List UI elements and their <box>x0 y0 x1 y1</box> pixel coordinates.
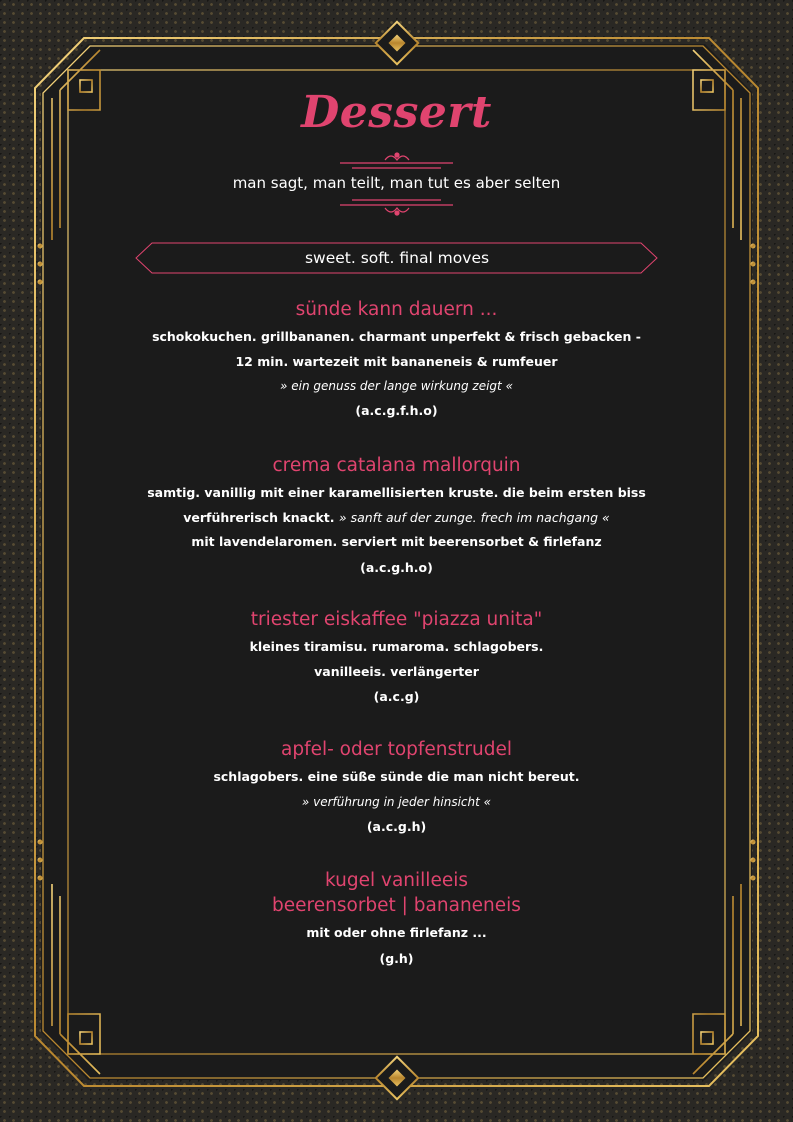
item-allergens: (a.c.g.h) <box>366 818 427 834</box>
menu-tagline: man sagt, man teilt, man tut es aber selten <box>232 174 561 192</box>
item-description: schlagobers. eine süße sünde die man nicht bereut. <box>213 769 580 784</box>
menu-item <box>90 737 703 840</box>
item-name: sünde kann dauern ... <box>295 299 498 320</box>
menu-content <box>90 70 703 1030</box>
item-description: vanilleeis. verlängerter <box>314 663 479 679</box>
menu-item <box>90 607 703 710</box>
item-description: kleines tiramisu. rumaroma. schlagobers. <box>249 639 544 654</box>
section-label: sweet. soft. final moves <box>304 249 490 267</box>
item-allergens: (g.h) <box>379 950 414 966</box>
item-description: mit oder ohne firlefanz ... <box>306 925 487 940</box>
item-name: apfel- oder topfenstrudel <box>280 739 513 760</box>
item-name: crema catalana mallorquin <box>272 455 521 476</box>
item-description: mit lavendelaromen. serviert mit beerensorbet & firlefanz <box>191 534 602 549</box>
section-banner <box>136 242 658 274</box>
item-allergens: (a.c.g.f.h.o) <box>355 403 438 418</box>
item-description-text: verführerisch knackt. <box>183 509 335 525</box>
menu-item <box>90 453 703 581</box>
item-name: kugel vanilleeis <box>325 870 468 891</box>
item-quote: » sanft auf der zunge. frech im nachgang « <box>338 509 610 525</box>
menu-title: Dessert <box>301 87 492 138</box>
item-description: 12 min. wartezeit mit bananeneis & rumfeuer <box>235 353 558 369</box>
menu-item <box>90 868 703 972</box>
item-allergens: (a.c.g) <box>373 689 420 704</box>
item-quote: » ein genuss der lange wirkung zeigt « <box>280 379 513 393</box>
item-name-secondary: beerensorbet | bananeneis <box>272 895 521 916</box>
item-name: triester eiskaffee "piazza unita" <box>250 609 543 630</box>
item-quote: » verführung in jeder hinsicht « <box>301 794 492 809</box>
item-description: schokokuchen. grillbananen. charmant unperfekt & frisch gebacken - <box>152 329 641 344</box>
item-description: samtig. vanillig mit einer karamellisierten kruste. die beim ersten biss <box>147 485 646 500</box>
item-description <box>90 506 703 531</box>
item-allergens: (a.c.g.h.o) <box>360 559 433 575</box>
menu-item <box>90 297 703 424</box>
